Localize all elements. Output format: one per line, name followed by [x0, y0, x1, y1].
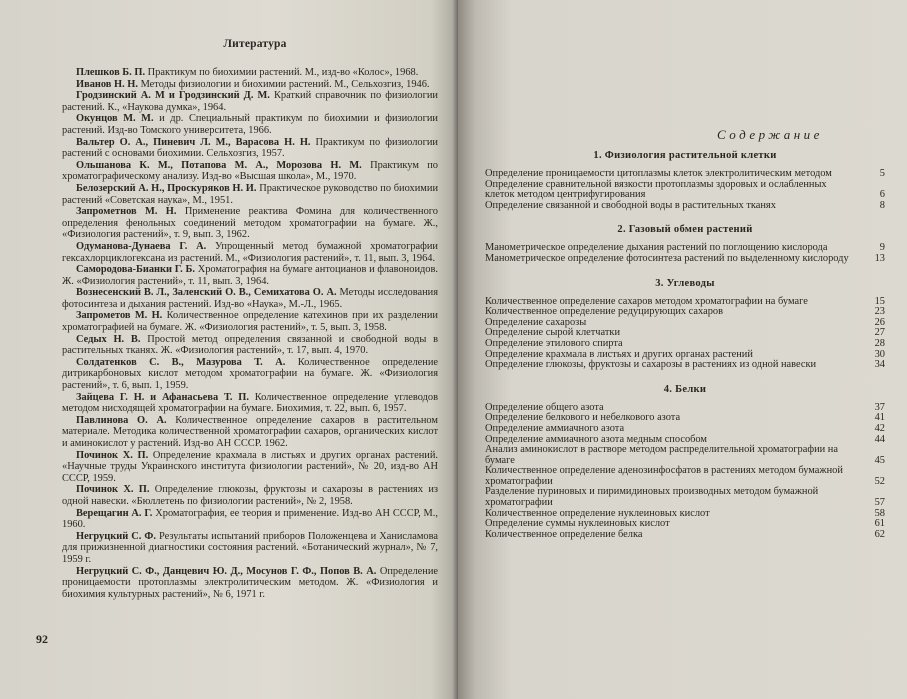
page-number: 92: [36, 632, 48, 646]
reference-author: Вальтер О. А., Пиневич Л. М., Варасова Н. Н.: [76, 136, 311, 148]
reference-author: Запрометов М. Н.: [76, 310, 163, 322]
reference-author: Вознесенский В. Л., Заленский О. В., Семихатова О. А.: [76, 287, 337, 299]
reference-entry: [62, 183, 438, 206]
reference-author: Белозерский А. Н., Проскуряков Н. И.: [76, 182, 257, 194]
toc-entry-page: 41: [874, 412, 885, 424]
reference-author: Иванов Н. Н.: [76, 78, 138, 90]
toc-entry-page: 34: [874, 359, 885, 371]
toc-entry-title: Определение суммы нуклеиновых кислот: [485, 518, 670, 530]
toc-entry-page: 58: [874, 507, 885, 519]
toc-entry: [485, 445, 885, 466]
reference-entry: [62, 392, 438, 415]
reference-entry: [62, 160, 438, 183]
toc-entry-page: 42: [874, 422, 885, 434]
reference-entry: [62, 357, 438, 392]
section-entries: [485, 243, 885, 264]
reference-entry: [62, 241, 438, 264]
toc-entry-page: 15: [874, 295, 885, 307]
toc-entry-title: Определение глюкозы, фруктозы и сахарозы в растениях из одной навески: [485, 359, 817, 371]
right-page: [458, 0, 907, 699]
reference-text: Результаты испытаний приборов Положенцева и Ханисламова для прижизненной диагностики состояния растений. «Ботанический журнал», № 7, 1959 г.: [62, 530, 438, 565]
reference-text: Количественное определение углеводов методом нисходящей хроматографии на бумаге. Биохимия, т. 22, вып. 6, 1957.: [62, 391, 438, 415]
toc-entry-title: Количественное определение нуклеиновых кислот: [485, 507, 710, 519]
toc-entry-page: 28: [874, 337, 885, 349]
reference-entry: [62, 566, 438, 601]
toc-entry-page: 26: [874, 316, 885, 328]
reference-author: Плешков Б. П.: [76, 67, 146, 78]
toc-entry-page: 23: [874, 306, 885, 318]
toc-entry-page: 57: [874, 497, 885, 509]
reference-author: Солдатенков С. В., Мазурова Т. А.: [76, 356, 286, 368]
reference-text: Хроматография, ее теория и применение. Изд-во АН СССР, М., 1960.: [62, 507, 438, 531]
contents-title: Содержание: [717, 127, 823, 142]
reference-text: Методы исследования фотосинтеза и дыхания растений. Изд-во «Наука», М.-Л., 1965.: [62, 287, 438, 310]
reference-entry: [62, 90, 438, 113]
toc-entry-title: Определение крахмала в листьях и других органах растений: [485, 348, 753, 360]
reference-text: Практическое руководство по биохимии растений «Советская наука», М., 1951.: [62, 182, 439, 206]
toc-entry-page: 8: [879, 199, 885, 211]
reference-author: Павлинова О. А.: [76, 414, 167, 426]
reference-entry: [62, 206, 438, 241]
section-title: 2. Газовый обмен растений: [617, 224, 753, 236]
toc-entry-title: Определение сравнительной вязкости протоплазмы здоровых и ослабленных клеток методом центрифугирования: [485, 178, 827, 201]
toc-entry-title: Манометрическое определение дыхания растений по поглощению кислорода: [485, 242, 828, 254]
toc-entry-title: Количественное определение аденозинфосфатов в растениях методом бумажной хроматографии: [485, 465, 843, 487]
toc-entry-page: 52: [874, 475, 885, 487]
toc-entry-page: 5: [879, 168, 885, 179]
reference-text: Количественное определение катехинов при их разделении хроматографией на бумаге. Ж. «Физиология растений», т. 5, вып. 3, 1958.: [62, 310, 438, 334]
toc-entry-page: 45: [874, 454, 885, 466]
reference-author: Гродзинский А. М и Гродзинский Д. М.: [76, 90, 270, 102]
reference-text: Количественное определение сахаров в растительном материале. Методика количественной хроматографии сахаров, органических кислот и аминокислот у растений. Изд-во АН СССР. 1962.: [62, 414, 438, 449]
reference-text: Простой метод определения связанной и свободной воды в растительных тканях. Ж. «Физиология растений», т. 17, вып. 4, 1970.: [62, 333, 438, 357]
toc-entry-title: Определение сахарозы: [485, 316, 587, 328]
toc-entry-title: Определение аммиачного азота медным способом: [485, 433, 707, 445]
reference-text: Определение крахмала в листьях и других органах растений. «Научные труды Украинского института физиологии растений», № 20, изд-во АН СССР, 1959.: [62, 449, 438, 484]
reference-author: Верещагин А. Г.: [76, 507, 153, 519]
toc-entry-title: Количественное определение редуцирующих сахаров: [485, 306, 723, 318]
reference-text: и др. Специальный практикум по биохимии и физиологии растений. Изд-во Томского университета, 1966.: [62, 113, 438, 136]
reference-author: Негруцкий С. Ф.: [76, 530, 156, 542]
toc-entry-title: Количественное определение сахаров методом хроматографии на бумаге: [485, 295, 808, 307]
reference-text: Хроматография на бумаге антоцианов и флавоноидов. Ж. «Физиология растений», т. 11, вып. 3, 1964.: [62, 264, 438, 287]
literature-title: Литература: [223, 38, 287, 50]
reference-text: Определение проницаемости протоплазмы электролитическим методом. Ж. «Физиология и биохимия культурных растений», № 6, 1971 г.: [62, 565, 438, 600]
reference-text: Упрощенный метод бумажной хроматографии гексахлорциклогексана из растений. М., «Физиология растений», т. 11, вып. 3, 1964.: [62, 240, 438, 264]
toc-entry-title: Определение этилового спирта: [485, 337, 623, 349]
reference-text: Практикум по биохимии растений. М., изд-во «Колос», 1968.: [145, 67, 419, 78]
reference-entry: [62, 137, 438, 160]
toc-entry-page: 27: [874, 327, 885, 339]
reference-text: Краткий справочник по физиологии растений. К., «Наукова думка», 1964.: [62, 90, 438, 113]
toc-entry-title: Определение проницаемости цитоплазмы клеток электролитическим методом: [485, 168, 832, 179]
section-title: 3. Углеводы: [655, 277, 715, 289]
reference-entry: [62, 484, 438, 507]
toc-entry: [485, 424, 885, 435]
reference-text: Практикум по физиологии растений с основами биохимии. Сельхозгиз, 1957.: [62, 136, 438, 160]
reference-list: [62, 67, 438, 600]
reference-entry: [62, 415, 438, 450]
toc-entry: [485, 487, 885, 508]
reference-entry: [62, 113, 438, 136]
toc-entry-title: Определение общего азота: [485, 401, 604, 413]
toc-entry: [485, 530, 885, 541]
toc-entry-title: Разделение пуриновых и пиримидиновых производных методом бумажной хроматографии: [485, 486, 819, 509]
toc-entry-title: Определение белкового и небелкового азота: [485, 412, 681, 424]
reference-author: Седых Н. В.: [76, 333, 141, 345]
reference-author: Починок Х. П.: [76, 484, 150, 496]
toc-entry-page: 62: [874, 528, 885, 540]
toc-entry-title: Анализ аминокислот в растворе методом распределительной хроматографии на бумаге: [485, 444, 838, 466]
toc-entry: [485, 466, 885, 487]
section-entries: [485, 403, 885, 541]
reference-author: Одуманова-Дунаева Г. А.: [76, 240, 207, 252]
reference-entry: [62, 450, 438, 485]
section-title: 1. Физиология растительной клетки: [593, 150, 777, 161]
reference-entry: [62, 67, 438, 79]
toc-entry-title: Количественное определение белка: [485, 528, 643, 540]
reference-entry: [62, 531, 438, 566]
toc-entry-page: 9: [879, 242, 885, 254]
reference-author: Запрометнов М. Н.: [76, 206, 177, 218]
section-title: 4. Белки: [663, 383, 707, 395]
toc-entry-page: 61: [874, 518, 885, 530]
reference-author: Зайцева Г. Н. и Афанасьева Т. П.: [76, 391, 249, 403]
reference-text: Определение глюкозы, фруктозы и сахарозы в растениях из одной навески. «Бюллетень по физиологии растений», № 2, 1958.: [62, 484, 438, 507]
toc-entry-title: Манометрическое определение фотосинтеза растений по выделенному кислороду: [485, 252, 849, 264]
reference-author: Самородова-Бианки Г. Б.: [76, 264, 195, 276]
section-entries: [485, 169, 885, 211]
toc-entry-title: Определение сырой клетчатки: [485, 327, 621, 339]
reference-entry: [62, 287, 438, 310]
toc-entry-page: 30: [874, 348, 885, 360]
reference-text: Количественное определение дитрикарбоновых кислот методом хроматографии на бумаге. Ж. «Физиология растений», т. 6, вып. 1, 1959.: [62, 356, 439, 392]
toc-entry-page: 13: [874, 252, 885, 264]
reference-entry: [62, 310, 438, 333]
reference-entry: [62, 334, 438, 357]
reference-author: Негруцкий С. Ф., Данцевич Ю. Д., Мосунов Г. Ф., Попов В. А.: [76, 565, 377, 577]
reference-text: Применение реактива Фомина для количественного определения фенольных соединений методом хроматографии на бумаге. Ж., «Физиология растений», т. 9, вып. 3, 1962.: [62, 206, 438, 241]
reference-text: Практикум по хроматографическому анализу. Изд-во «Высшая школа», М., 1970.: [62, 159, 438, 183]
toc-entry-title: Определение аммиачного азота: [485, 422, 625, 434]
toc-entry-page: 44: [874, 433, 885, 445]
toc-entry-page: 6: [879, 189, 885, 201]
toc-entry-title: Определение связанной и свободной воды в растительных тканях: [485, 199, 776, 211]
toc-entry: [485, 254, 885, 265]
reference-author: Починок Х. П.: [76, 449, 149, 461]
toc-entry: [485, 339, 885, 350]
reference-text: Методы физиологии и биохимии растений. М., Сельхозгиз, 1946.: [137, 78, 430, 90]
section-entries: [485, 297, 885, 371]
toc-entry: [485, 201, 885, 212]
reference-author: Окунцов М. М.: [76, 113, 154, 125]
toc-entry: [485, 180, 885, 201]
toc-entry-page: 37: [874, 401, 885, 413]
reference-entry: [62, 79, 438, 91]
toc-entry: [485, 360, 885, 371]
table-of-contents: [485, 150, 885, 553]
reference-entry: [62, 264, 438, 287]
reference-author: Ольшанова К. М., Потапова М. А., Морозова Н. М.: [76, 159, 362, 171]
toc-entry: [485, 169, 885, 180]
reference-entry: [62, 508, 438, 531]
